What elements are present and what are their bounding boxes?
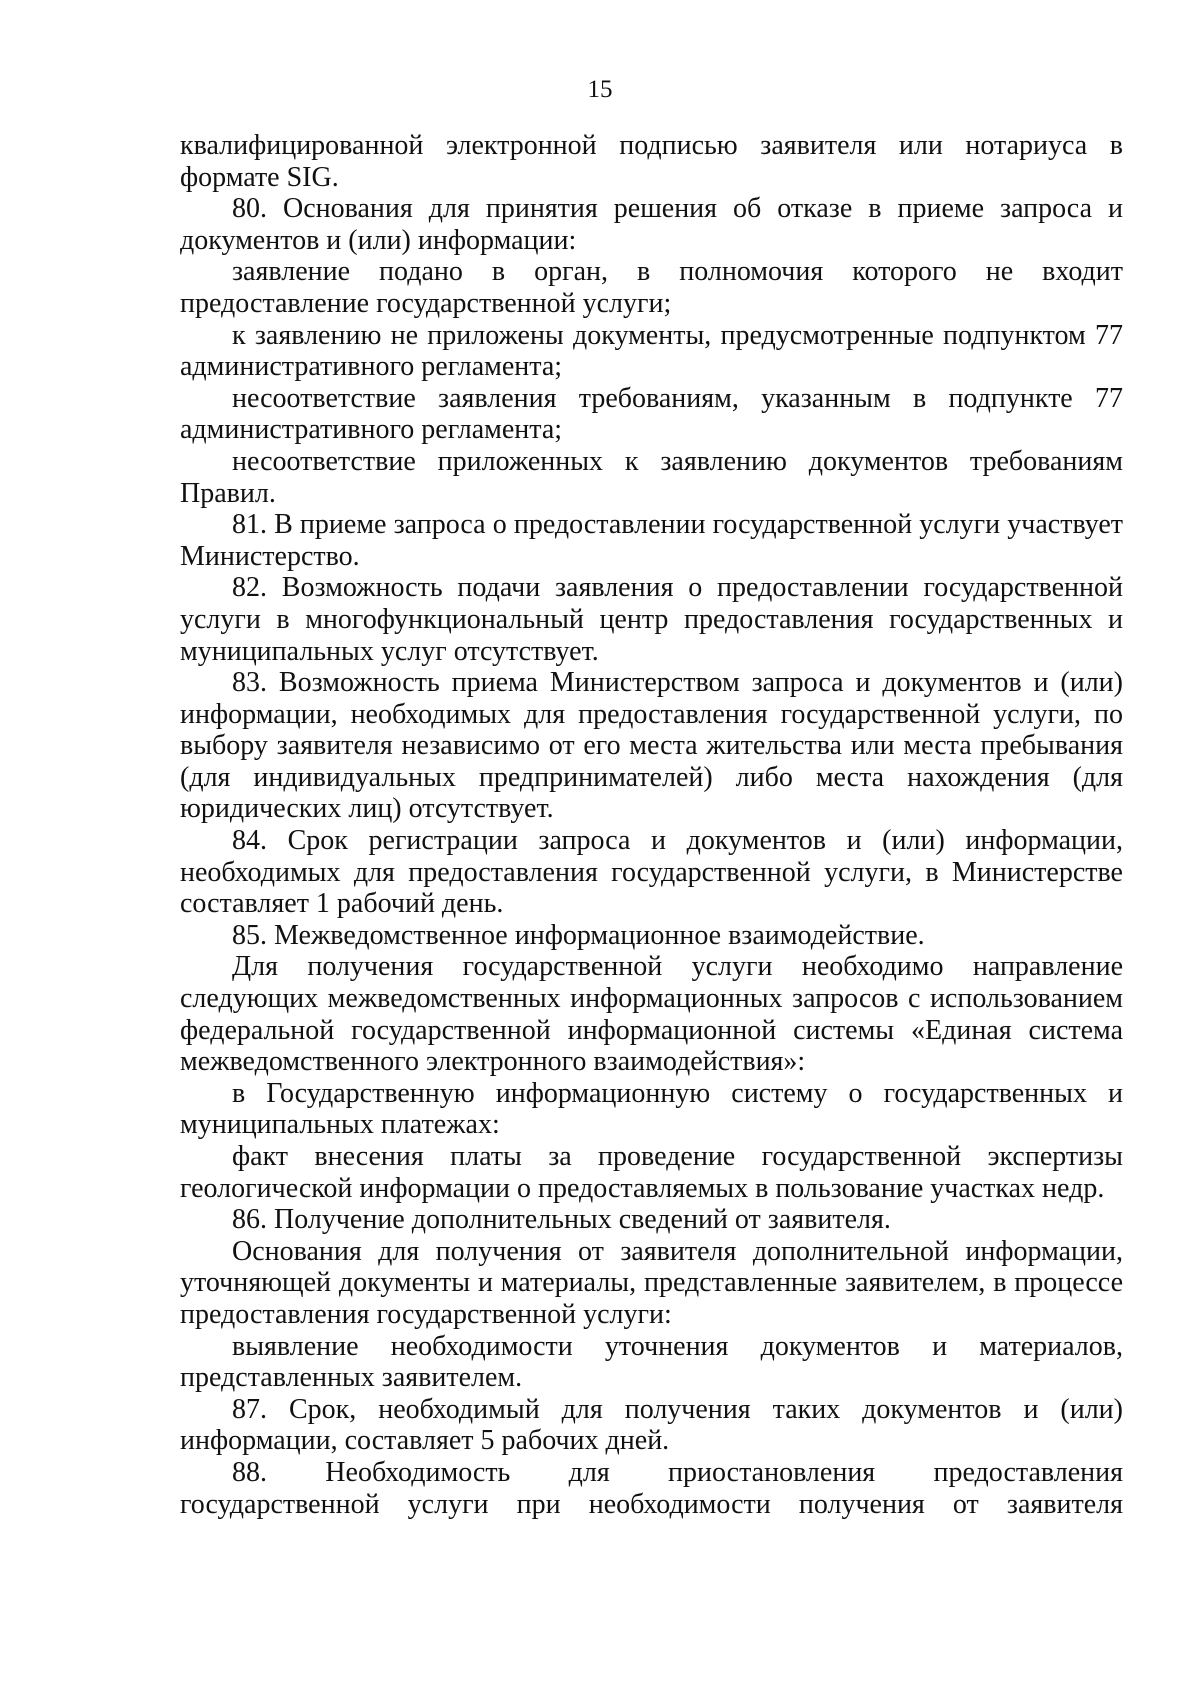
paragraph-85: 85. Межведомственное информационное взаимодействие. bbox=[232, 919, 925, 951]
paragraph-80: 80. Основания для принятия решения об отказе в приеме запроса и документов и (или) информации: bbox=[180, 193, 1123, 256]
paragraph-continuation: квалифицированной электронной подписью заявителя или нотариуса в формате SIG. bbox=[180, 130, 1123, 193]
paragraph-83: 83. Возможность приема Министерством запроса и документов и (или) информации, необходимых для предоставления государственной услуги, по выбору заявителя независимо от его места жительства или места пребывания (для индивидуальных предпринимателей) либо места нахождения (для юридических лиц) отсутствует. bbox=[180, 667, 1123, 825]
paragraph-80-item-4: несоответствие приложенных к заявлению документов требованиям Правил. bbox=[180, 445, 1123, 509]
paragraph-87: 87. Срок, необходимый для получения таких документов и (или) информации, составляет 5 рабочих дней. bbox=[180, 1393, 1123, 1457]
paragraph-80-item-1: заявление подано в орган, в полномочия которого не входит предоставление государственной услуги; bbox=[180, 256, 1123, 319]
paragraph-80-item-2: к заявлению не приложены документы, предусмотренные подпунктом 77 административного регламента; bbox=[180, 319, 1123, 383]
document-body bbox=[180, 130, 1123, 1520]
paragraph-84: 84. Срок регистрации запроса и документов и (или) информации, необходимых для предоставления государственной услуги, в Министерстве составляет 1 рабочий день. bbox=[180, 825, 1123, 920]
paragraph-80-item-3: несоответствие заявления требованиям, указанным в подпункте 77 административного регламента; bbox=[180, 382, 1123, 446]
paragraph-86-text: Основания для получения от заявителя дополнительной информации, уточняющей документы и материалы, представленные заявителем, в процессе предоставления государственной услуги: bbox=[180, 1235, 1123, 1330]
paragraph-85-item-1: в Государственную информационную систему о государственных и муниципальных платежах: bbox=[180, 1077, 1123, 1141]
page-number: 15 bbox=[587, 76, 613, 103]
paragraph-86: 86. Получение дополнительных сведений от заявителя. bbox=[232, 1204, 891, 1236]
paragraph-85-text: Для получения государственной услуги необходимо направление следующих межведомственных информационных запросов с использованием федеральной государственной информационной системы «Единая система межведомственного электронного взаимодействия»: bbox=[180, 951, 1123, 1078]
paragraph-82: 82. Возможность подачи заявления о предоставлении государственной услуги в многофункциональный центр предоставления государственных и муниципальных услуг отсутствует. bbox=[180, 572, 1123, 667]
paragraph-85-item-2: факт внесения платы за проведение государственной экспертизы геологической информации о предоставляемых в пользование участках недр. bbox=[180, 1141, 1123, 1204]
paragraph-86-item-1: выявление необходимости уточнения документов и материалов, представленных заявителем. bbox=[180, 1330, 1123, 1394]
paragraph-88: 88. Необходимость для приостановления предоставления государственной услуги при необходимости получения от заявителя bbox=[180, 1456, 1123, 1520]
paragraph-81: 81. В приеме запроса о предоставлении государственной услуги участвует Министерство. bbox=[180, 509, 1123, 572]
